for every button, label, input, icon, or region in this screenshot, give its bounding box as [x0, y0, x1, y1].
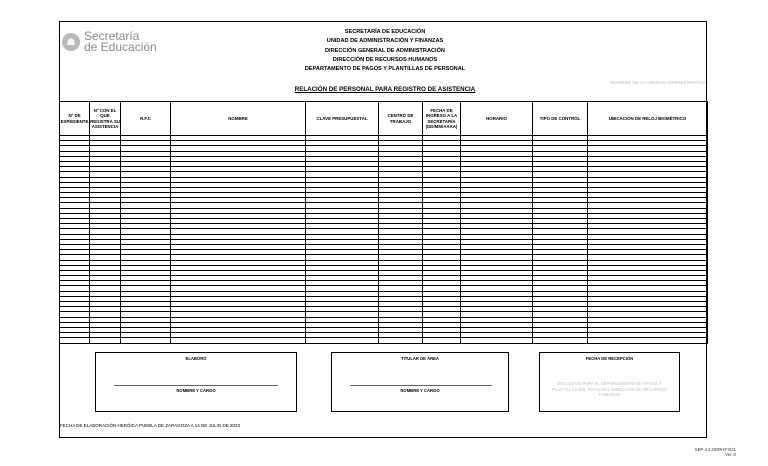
elaboro-signature-line[interactable] — [114, 385, 278, 386]
elaboro-title: ELABORÓ — [185, 356, 207, 361]
table-cell[interactable] — [461, 338, 533, 343]
col-header-horario: HORARIO — [461, 102, 533, 136]
header-line: UNIDAD DE ADMINISTRACIÓN Y FINANZAS — [326, 38, 444, 45]
table-header-row — [60, 102, 708, 136]
table-cell[interactable] — [121, 338, 171, 343]
col-header-registro: Nº CON EL QUE REGISTRA SU ASISTENCIA — [90, 102, 121, 136]
secretaria-logo — [62, 31, 157, 53]
col-header-ubicacion: UBICACIÓN DE RELOJ BIOMÉTRICO — [588, 102, 708, 136]
col-header-nombre: NOMBRE — [171, 102, 306, 136]
col-header-centro: CENTRO DE TRABAJO — [379, 102, 423, 136]
titular-signature-line[interactable] — [350, 385, 492, 386]
form-code — [695, 448, 736, 458]
report-title: RELACIÓN DE PERSONAL PARA REGISTRO DE ASISTENCIA — [294, 86, 476, 93]
table-cell[interactable] — [379, 338, 423, 343]
table-cell[interactable] — [60, 338, 90, 343]
recepcion-note: EXCLUSIVO PARA EL DEPARTAMENTO DE PAGOS Y PLANTILLAS DEL PERSONAL DIRECCIÓN DE RECURSOS HUMANOS — [552, 381, 667, 398]
document-header — [230, 28, 540, 74]
col-header-fecha-ingreso: FECHA DE INGRESO A LA SECRETARÍA (DD/MM/AAAA) — [423, 102, 461, 136]
titular-title: TITULAR DE ÁREA — [401, 356, 439, 361]
table-cell[interactable] — [588, 338, 708, 343]
unit-name-placeholder: NOMBRE DE LA UNIDAD ADMINISTRATIVA — [610, 80, 706, 85]
table-cell[interactable] — [423, 338, 461, 343]
table-cell[interactable] — [306, 338, 379, 343]
header-line: DIRECCIÓN DE RECURSOS HUMANOS — [332, 56, 438, 63]
header-line: DEPARTAMENTO DE PAGOS Y PLANTILLAS DE PERSONAL — [304, 66, 466, 73]
header-line: SECRETARÍA DE EDUCACIÓN — [344, 29, 426, 35]
table-cell[interactable] — [90, 338, 121, 343]
col-header-rfc: R.F.C — [121, 102, 171, 136]
titular-caption: NOMBRE Y CARGO — [400, 388, 440, 393]
elaboro-box — [95, 352, 297, 412]
form-code-number: SEP-4.2.3/DRH/F/021 — [694, 447, 736, 452]
table-cell[interactable] — [171, 338, 306, 343]
elaboro-caption: NOMBRE Y CARGO — [176, 388, 216, 393]
elaboration-date: FECHA DE ELABORACIÓN HERÓICA PUEBLA DE ZARAGOZA A 14 DE JULIO DE 2023 — [60, 423, 241, 428]
logo-line-1: Secretaría — [84, 29, 140, 43]
table-row — [60, 338, 708, 343]
attendance-table — [59, 101, 708, 344]
col-header-expediente: Nº DE EXPEDIENTE — [60, 102, 90, 136]
recepcion-box[interactable] — [539, 352, 680, 412]
header-line: DIRECCIÓN GENERAL DE ADMINISTRACIÓN — [325, 47, 445, 54]
coat-of-arms-icon — [62, 33, 80, 51]
form-version: Ver.:0 — [725, 451, 736, 457]
logo-line-2: de Educación — [84, 40, 157, 54]
col-header-tipo-control: TIPO DE CONTROL — [533, 102, 588, 136]
col-header-clave: CLAVE PRESUPUESTAL — [306, 102, 379, 136]
recepcion-title: FECHA DE RECEPCIÓN — [585, 356, 634, 361]
table-cell[interactable] — [533, 338, 588, 343]
titular-box — [331, 352, 509, 412]
